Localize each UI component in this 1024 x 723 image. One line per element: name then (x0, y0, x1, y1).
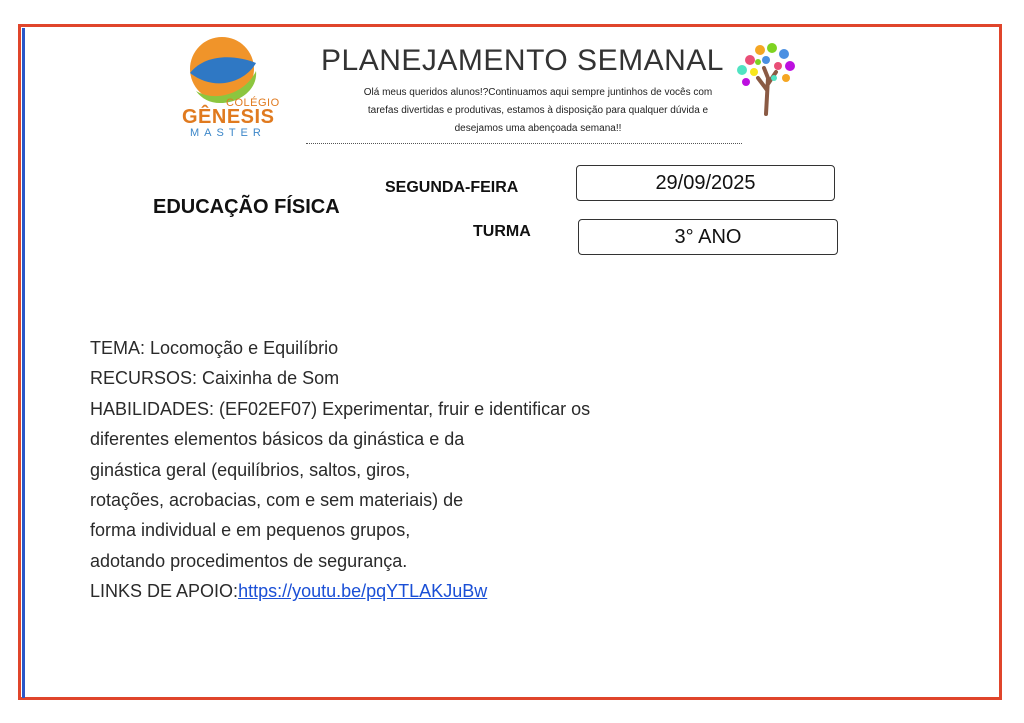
welcome-line: Olá meus queridos alunos!?Continuamos aqui sempre juntinhos de vocês com (363, 87, 713, 98)
class-box: 3° ANO (578, 219, 838, 255)
header-divider (306, 143, 742, 144)
class-label: TURMA (473, 223, 531, 240)
content-line: adotando procedimentos de segurança. (90, 550, 408, 571)
content-line: rotações, acrobacias, com e sem materiais) de (90, 490, 464, 511)
support-video-link[interactable]: https://youtu.be/pqYTLAKJuBw (238, 581, 488, 602)
tree-icon (730, 38, 800, 118)
content-line: HABILIDADES: (EF02EF07) Experimentar, fruir e identificar os (90, 398, 591, 419)
welcome-line: desejamos uma abençoada semana!! (454, 123, 622, 134)
welcome-message (352, 84, 724, 138)
content-line: TEMA: Locomoção e Equilíbrio (90, 338, 339, 358)
logo-line-master: MASTER (190, 127, 266, 139)
content-line: forma individual e em pequenos grupos, (90, 520, 411, 541)
content-line: ginástica geral (equilíbrios, saltos, giros, (90, 459, 411, 480)
content-line: RECURSOS: Caixinha de Som (90, 368, 340, 389)
page-left-accent (22, 28, 25, 698)
logo-line-genesis: GÊNESIS (182, 106, 275, 128)
welcome-line: tarefas divertidas e produtivas, estamos à disposição para qualquer dúvida e (367, 105, 709, 116)
content-line: diferentes elementos básicos da ginástica e da (90, 429, 465, 450)
support-links-line (90, 576, 730, 606)
subject-title: EDUCAÇÃO FÍSICA (153, 196, 340, 218)
lesson-plan-content (90, 333, 730, 607)
logo-line-colegio: COLÉGIO (226, 97, 280, 109)
page-title: PLANEJAMENTO SEMANAL (321, 44, 724, 77)
weekday-label: SEGUNDA-FEIRA (385, 179, 519, 196)
date-box: 29/09/2025 (576, 165, 835, 201)
support-links-label: LINKS DE APOIO: (90, 581, 239, 602)
